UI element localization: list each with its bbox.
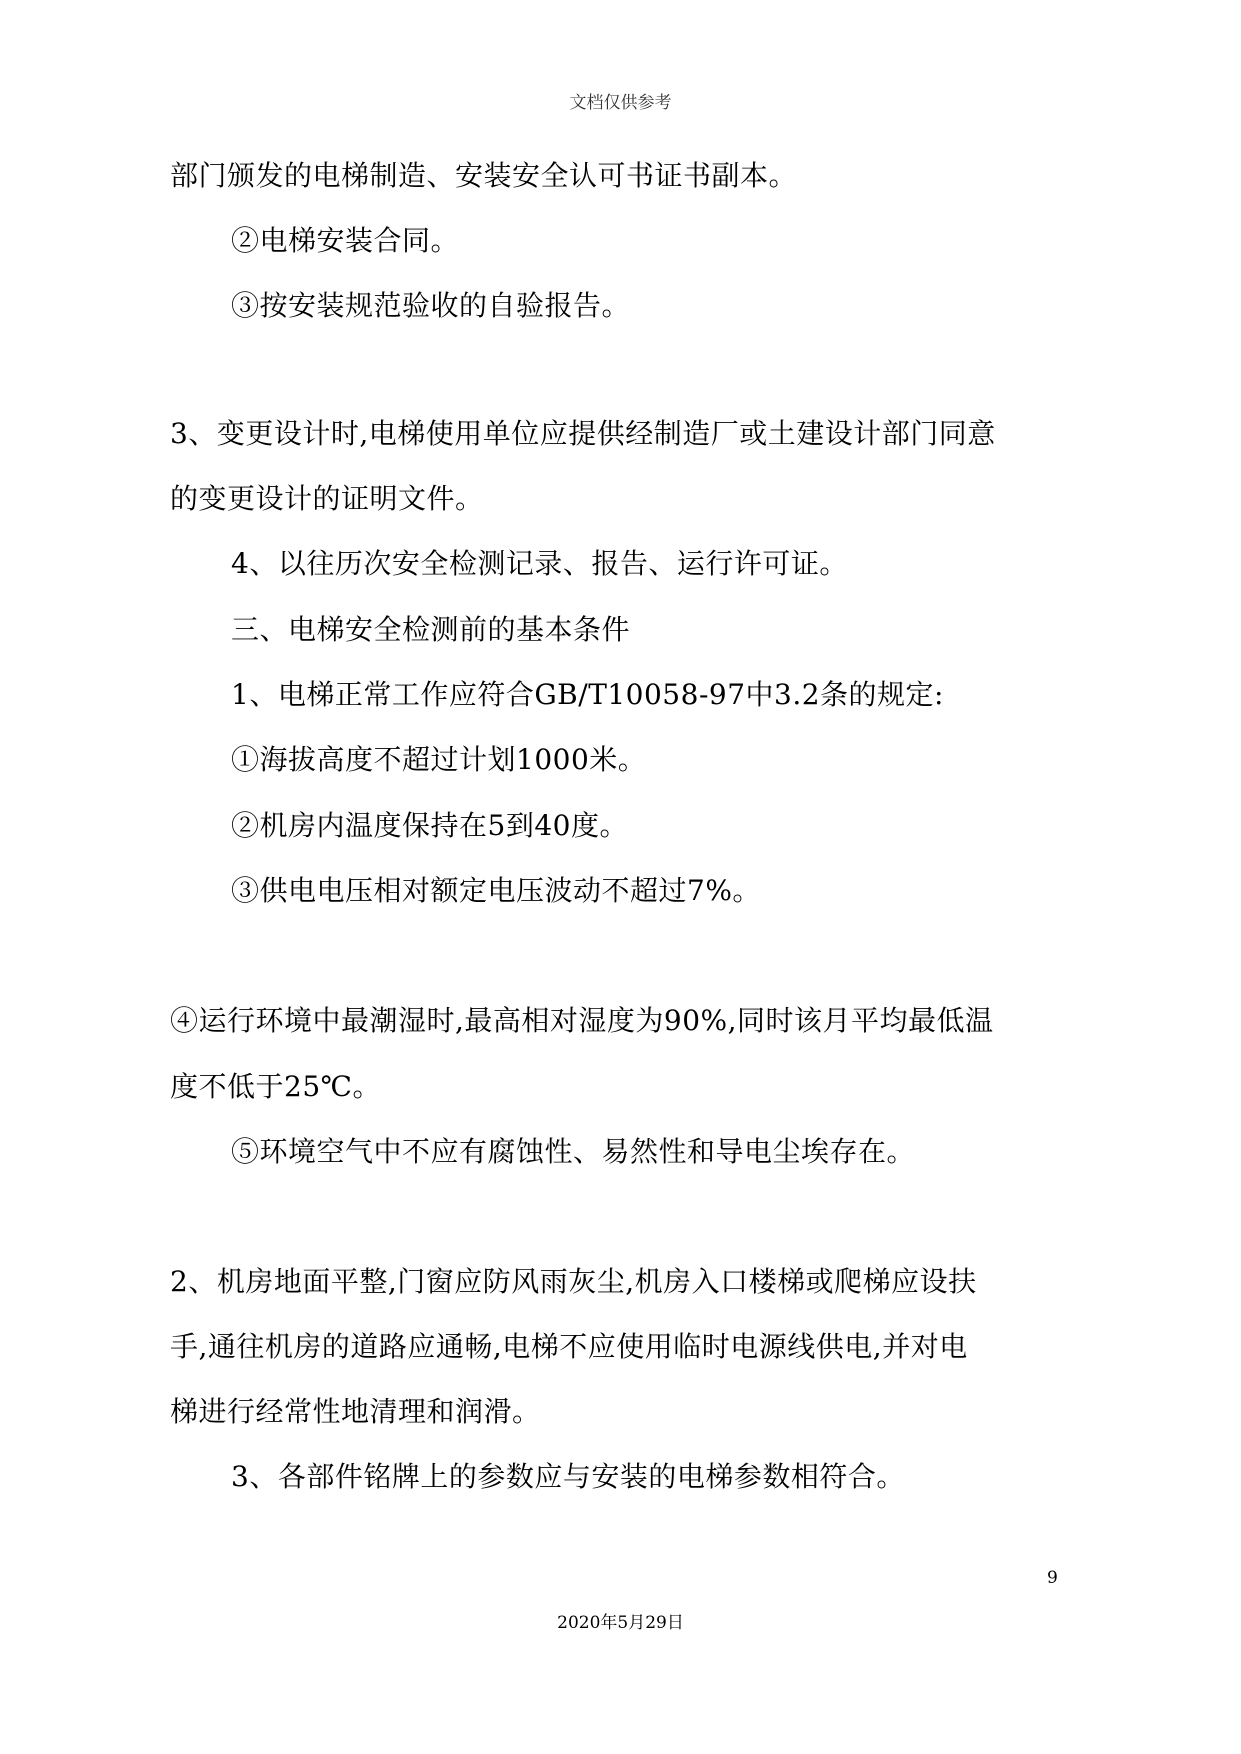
body-line: 3、各部件铭牌上的参数应与安装的电梯参数相符合。 <box>231 1460 905 1493</box>
body-line: 手,通往机房的道路应通畅,电梯不应使用临时电源线供电,并对电 <box>170 1330 968 1363</box>
header-note: 文档仅供参考 <box>569 93 672 113</box>
body-line: 2、机房地面平整,门窗应防风雨灰尘,机房入口楼梯或爬梯应设扶 <box>170 1265 977 1298</box>
footer-date: 2020年5月29日 <box>557 1613 684 1633</box>
body-line: ③供电电压相对额定电压波动不超过7%。 <box>231 874 761 907</box>
body-line: ⑤环境空气中不应有腐蚀性、易然性和导电尘埃存在。 <box>231 1135 916 1168</box>
body-line: 3、变更设计时,电梯使用单位应提供经制造厂或土建设计部门同意 <box>170 417 996 450</box>
body-line: ④运行环境中最潮湿时,最高相对湿度为90%,同时该月平均最低温 <box>170 1004 994 1037</box>
body-line: 1、电梯正常工作应符合GB/T10058-97中3.2条的规定: <box>231 678 944 711</box>
body-line: 梯进行经常性地清理和润滑。 <box>170 1395 541 1428</box>
body-line: 度不低于25℃。 <box>170 1070 381 1103</box>
body-line: ③按安装规范验收的自验报告。 <box>231 289 631 322</box>
body-line: 4、以往历次安全检测记录、报告、运行许可证。 <box>231 547 848 580</box>
page-number: 9 <box>1047 1568 1058 1588</box>
section-heading: 三、电梯安全检测前的基本条件 <box>231 613 631 646</box>
body-line: ②电梯安装合同。 <box>231 224 460 257</box>
body-line: 的变更设计的证明文件。 <box>170 482 484 515</box>
body-line: 部门颁发的电梯制造、安装安全认可书证书副本。 <box>170 159 798 192</box>
body-line: ①海拔高度不超过计划1000米。 <box>231 743 647 776</box>
body-line: ②机房内温度保持在5到40度。 <box>231 809 628 842</box>
